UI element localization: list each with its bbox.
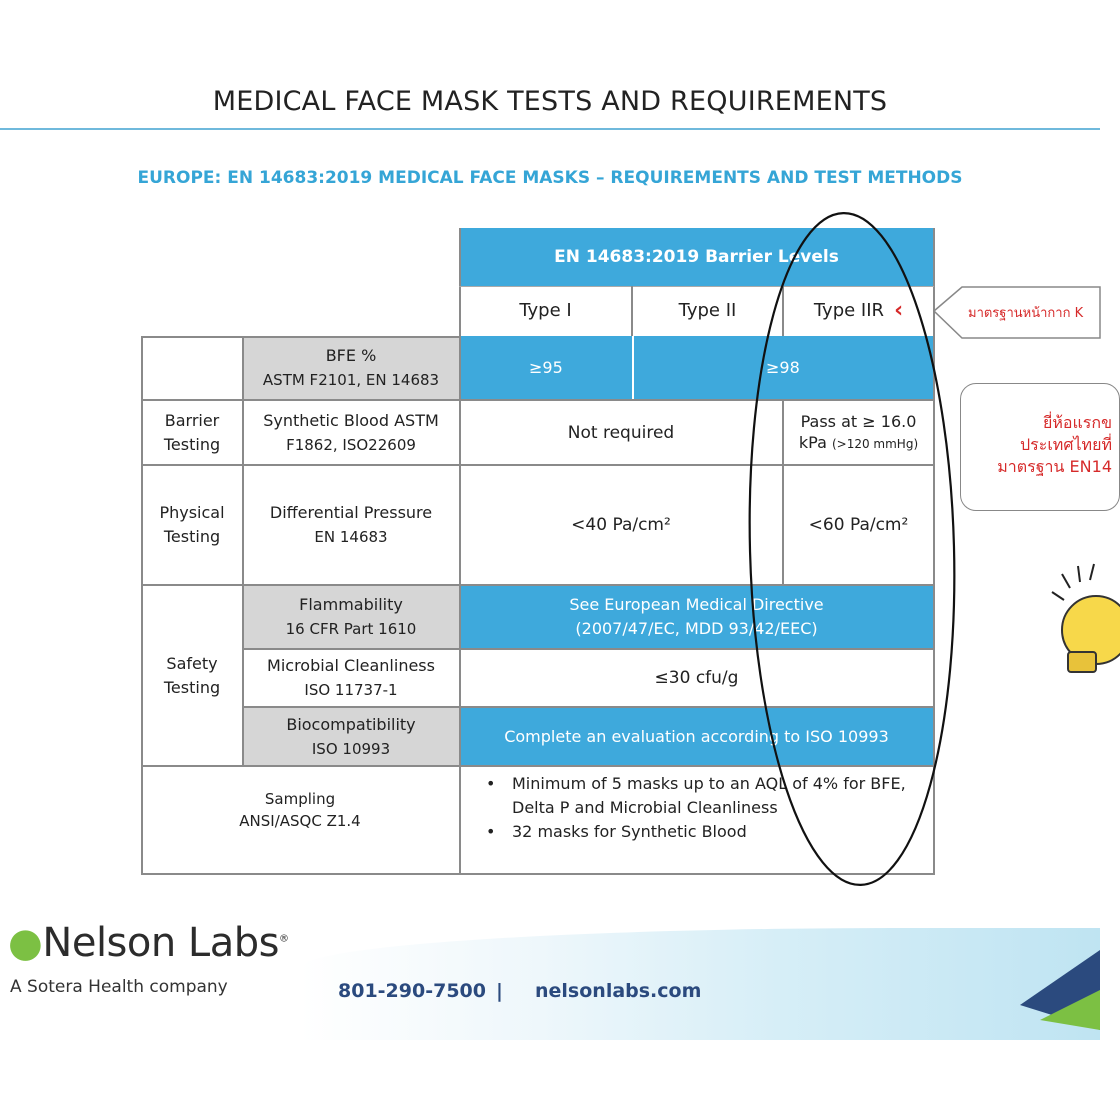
type-2-header: Type II bbox=[678, 300, 737, 321]
differential-pressure-name: Differential Pressure bbox=[269, 503, 433, 522]
callout-line-1: ยี่ห้อแรกข bbox=[1042, 413, 1112, 432]
safety-testing-label-2: Testing bbox=[163, 677, 221, 697]
barrier-testing-label-2: Testing bbox=[163, 434, 221, 454]
flammability-name: Flammability bbox=[299, 595, 403, 614]
website-link[interactable]: nelsonlabs.com bbox=[535, 980, 702, 1002]
biocompatibility-name: Biocompatibility bbox=[286, 714, 416, 734]
bfe-type2-value: ≥98 bbox=[632, 336, 934, 400]
bfe-name: BFE % bbox=[325, 346, 377, 365]
lightbulb-icon bbox=[1050, 560, 1100, 680]
microbial-method: ISO 11737-1 bbox=[304, 681, 398, 699]
standard-arrow-label: มาตรฐานหน้ากาก K bbox=[968, 306, 1084, 321]
type-2r-label: Type IIR bbox=[813, 300, 885, 321]
biocompatibility-value: Complete an evaluation according to ISO 10993 bbox=[459, 707, 934, 766]
differential-pressure-method: EN 14683 bbox=[314, 528, 388, 546]
logo-text: Nelson Labs bbox=[42, 920, 279, 966]
chevron-left-icon: ‹ bbox=[894, 298, 904, 323]
phone-number[interactable]: 801-290-7500 bbox=[338, 980, 486, 1002]
differential-pressure-type1-2-value: <40 Pa/cm² bbox=[571, 515, 671, 535]
page-subtitle: EUROPE: EN 14683:2019 MEDICAL FACE MASKS – REQUIREMENTS AND TEST METHODS bbox=[137, 168, 963, 188]
registered-icon: ® bbox=[278, 933, 289, 945]
barrier-levels-header: EN 14683:2019 Barrier Levels bbox=[459, 228, 934, 286]
nelson-labs-logo[interactable]: ●Nelson Labs® bbox=[8, 920, 289, 966]
list-item: • 32 masks for Synthetic Blood bbox=[486, 820, 926, 844]
footer-triangle-graphic bbox=[960, 950, 1100, 1030]
list-item: • Minimum of 5 masks up to an AQL of 4% for BFE, Delta P and Microbial Cleanliness bbox=[486, 772, 926, 820]
differential-pressure-type2r-value: <60 Pa/cm² bbox=[808, 515, 909, 535]
callout-line-3: มาตรฐาน EN14 bbox=[997, 457, 1112, 476]
footer-separator: | bbox=[496, 980, 503, 1002]
biocompatibility-method: ISO 10993 bbox=[311, 739, 391, 758]
callout-line-2: ประเทศไทยที่ bbox=[1019, 435, 1112, 454]
synthetic-blood-method: F1862, ISO22609 bbox=[286, 435, 416, 454]
type-1-header: Type I bbox=[519, 300, 572, 321]
flammability-value-line2: (2007/47/EC, MDD 93/42/EEC) bbox=[575, 619, 818, 638]
synthetic-blood-name: Synthetic Blood ASTM bbox=[263, 410, 439, 430]
flammability-value-line1: See European Medical Directive bbox=[569, 595, 824, 614]
microbial-name: Microbial Cleanliness bbox=[267, 656, 435, 675]
flammability-method: 16 CFR Part 1610 bbox=[285, 620, 417, 638]
physical-testing-label-2: Testing bbox=[163, 527, 221, 546]
microbial-value: ≤30 cfu/g bbox=[654, 668, 739, 688]
synthetic-blood-pass: Pass at ≥ 16.0 bbox=[800, 411, 917, 431]
synthetic-blood-mmhg: (>120 mmHg) bbox=[831, 436, 919, 451]
hand-drawn-ellipse bbox=[741, 210, 963, 887]
company-tagline: A Sotera Health company bbox=[10, 977, 228, 997]
sampling-name: Sampling bbox=[264, 790, 336, 808]
sampling-method: ANSI/ASQC Z1.4 bbox=[239, 812, 361, 830]
page-title: MEDICAL FACE MASK TESTS AND REQUIREMENTS bbox=[212, 86, 888, 117]
safety-testing-label-1: Safety bbox=[166, 653, 218, 673]
synthetic-blood-kpa: kPa bbox=[798, 432, 827, 452]
callout-text bbox=[972, 412, 1112, 478]
physical-testing-label-1: Physical bbox=[159, 503, 225, 522]
synthetic-blood-type1-2-value: Not required bbox=[567, 422, 675, 443]
bfe-method: ASTM F2101, EN 14683 bbox=[262, 371, 440, 389]
bfe-type1-value: ≥95 bbox=[459, 336, 632, 400]
barrier-testing-label-1: Barrier bbox=[164, 410, 220, 430]
